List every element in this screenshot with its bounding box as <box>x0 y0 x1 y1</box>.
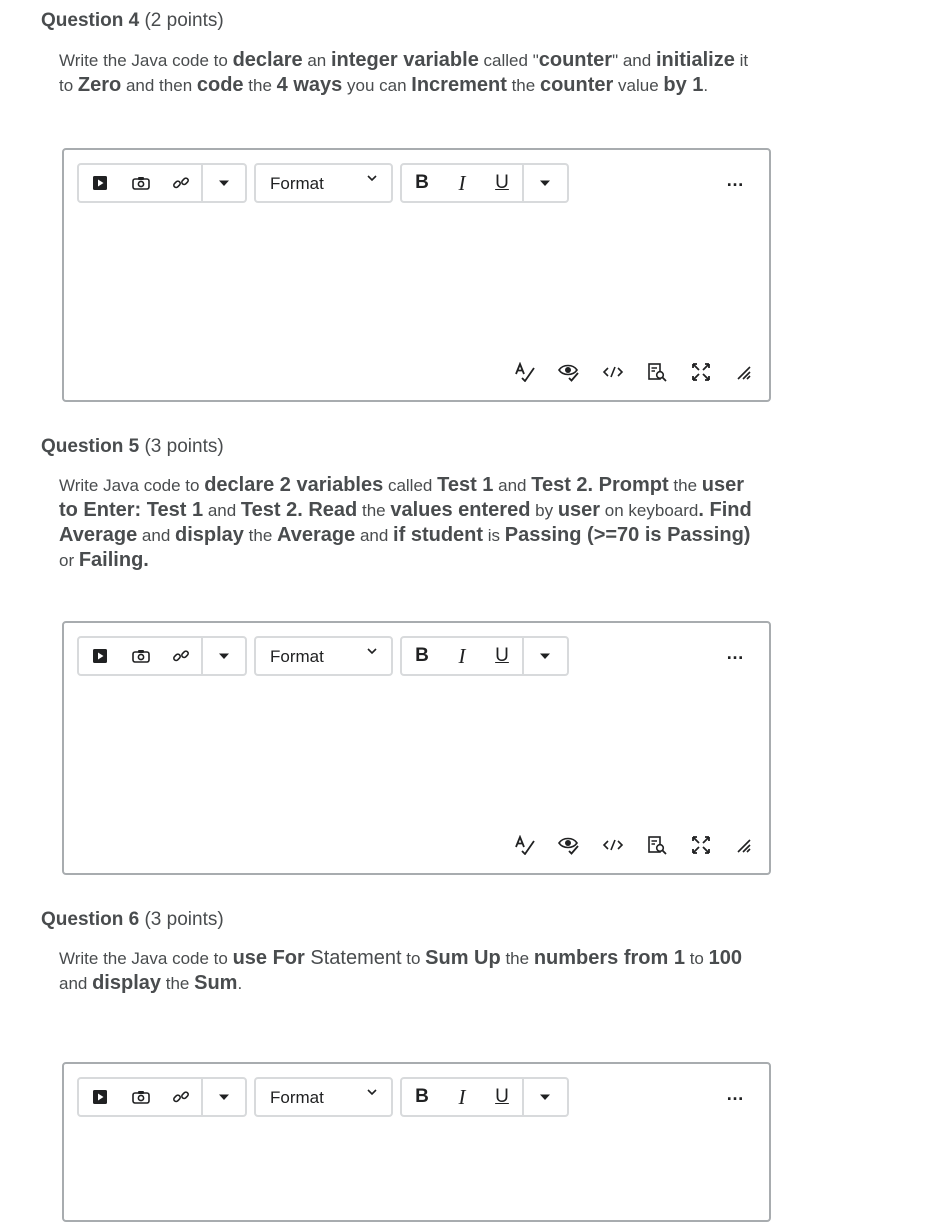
resize-handle[interactable] <box>731 833 755 857</box>
chevron-down-icon <box>367 647 377 655</box>
accessibility-checker-button[interactable] <box>557 833 581 857</box>
editor-statusbar <box>513 360 753 384</box>
insert-tools-group <box>77 163 247 203</box>
bold-icon: B <box>415 1086 429 1107</box>
prompt-bold-text: counter <box>538 49 613 71</box>
prompt-bold-text: counter <box>539 74 614 96</box>
chevron-down-icon <box>218 652 230 660</box>
prompt-text: Write the Java code to <box>59 51 233 70</box>
source-code-icon <box>602 365 624 379</box>
spellcheck-icon <box>514 835 536 855</box>
question-number: Question 6 <box>41 909 140 930</box>
answer-editor[interactable] <box>62 148 771 402</box>
insert-image-button[interactable] <box>121 638 161 674</box>
text-style-dropdown[interactable] <box>524 638 566 674</box>
prompt-bold-text: 100 <box>708 947 742 969</box>
prompt-bold-text: use For <box>232 947 305 969</box>
prompt-bold-text: Sum <box>194 972 238 994</box>
editor-statusbar <box>513 833 753 857</box>
spellcheck-icon <box>514 362 536 382</box>
prompt-text: . <box>237 974 243 993</box>
spellcheck-button[interactable] <box>513 833 537 857</box>
prompt-text: and <box>59 974 93 993</box>
prompt-bold-text: Test 1 <box>437 474 494 496</box>
link-icon <box>172 647 190 665</box>
question-title <box>41 436 224 458</box>
bold-icon: B <box>415 172 429 193</box>
bold-icon: B <box>415 645 429 666</box>
insert-tools-group <box>77 636 247 676</box>
source-code-button[interactable] <box>601 833 625 857</box>
more-actions-icon[interactable]: … <box>726 170 745 190</box>
underline-button[interactable] <box>482 165 522 201</box>
prompt-text: the <box>506 76 540 95</box>
question-points: (2 points) <box>144 10 224 31</box>
insert-video-button[interactable] <box>79 1079 121 1115</box>
video-icon <box>92 1089 108 1105</box>
prompt-bold-text: . Find Average <box>59 499 752 546</box>
prompt-bold-text: integer variable <box>330 49 479 71</box>
prompt-text: the <box>500 949 534 968</box>
prompt-text: it to <box>59 51 749 95</box>
insert-more-dropdown[interactable] <box>203 1079 245 1115</box>
prompt-bold-text: declare <box>232 49 303 71</box>
bold-button[interactable] <box>402 165 442 201</box>
fullscreen-button[interactable] <box>689 833 713 857</box>
fullscreen-button[interactable] <box>689 360 713 384</box>
text-style-group <box>400 636 569 676</box>
preview-icon <box>647 835 667 855</box>
prompt-text: the <box>161 974 195 993</box>
prompt-text: called <box>383 476 438 495</box>
format-select[interactable] <box>254 1077 393 1117</box>
image-icon <box>132 176 150 190</box>
chevron-down-icon <box>539 652 551 660</box>
prompt-bold-text: Increment <box>411 74 507 96</box>
italic-icon: I <box>458 643 466 668</box>
chevron-down-icon <box>218 179 230 187</box>
prompt-bold-text: Passing (>=70 is Passing) <box>504 524 751 546</box>
prompt-bold-text: 4 ways <box>276 74 343 96</box>
resize-handle-icon <box>734 836 752 854</box>
prompt-text: and then <box>121 76 197 95</box>
chevron-down-icon <box>367 174 377 182</box>
insert-video-button[interactable] <box>79 165 121 201</box>
prompt-text: the <box>243 526 278 545</box>
insert-link-button[interactable] <box>161 165 201 201</box>
preview-button[interactable] <box>645 833 669 857</box>
text-style-group <box>400 163 569 203</box>
prompt-bold-text: user to Enter: Test 1 <box>59 474 745 521</box>
prompt-bold-text: Failing. <box>78 549 149 571</box>
prompt-bold-text: initialize <box>655 49 735 71</box>
chevron-down-icon <box>539 1093 551 1101</box>
bold-button[interactable] <box>402 638 442 674</box>
question-title <box>41 909 224 931</box>
prompt-bold-text: Sum Up <box>425 947 501 969</box>
text-style-group <box>400 1077 569 1117</box>
prompt-text: and <box>493 476 532 495</box>
source-code-icon <box>602 838 624 852</box>
text-style-dropdown[interactable] <box>524 1079 566 1115</box>
accessibility-checker-icon <box>558 835 580 855</box>
prompt-text: by <box>530 501 558 520</box>
image-icon <box>132 1090 150 1104</box>
prompt-text: Write the Java code to <box>59 949 233 968</box>
question-number: Question 4 <box>41 10 140 31</box>
italic-button[interactable] <box>442 638 482 674</box>
prompt-text: or <box>59 551 79 570</box>
prompt-text: on keyboard <box>600 501 699 520</box>
question-prompt <box>59 946 759 996</box>
prompt-bold-text: values entered <box>390 499 531 521</box>
prompt-text: called " <box>478 51 539 70</box>
prompt-bold-text: display <box>92 972 162 994</box>
question-number: Question 5 <box>41 436 140 457</box>
prompt-text: you can <box>342 76 412 95</box>
link-icon <box>172 1088 190 1106</box>
more-actions-icon[interactable]: … <box>726 1084 745 1104</box>
chevron-down-icon <box>218 1093 230 1101</box>
prompt-bold-text: if student <box>393 524 484 546</box>
prompt-text: an <box>302 51 331 70</box>
format-select[interactable] <box>254 636 393 676</box>
insert-video-button[interactable] <box>79 638 121 674</box>
underline-icon: U <box>495 1086 509 1107</box>
underline-button[interactable] <box>482 638 522 674</box>
prompt-bold-text: by 1 <box>663 74 704 96</box>
question-points: (3 points) <box>144 909 224 930</box>
prompt-text: is <box>483 526 505 545</box>
more-actions-icon[interactable]: … <box>726 643 745 663</box>
prompt-text: Write Java code to <box>59 476 205 495</box>
prompt-bold-text: code <box>196 74 244 96</box>
prompt-text: . <box>703 76 709 95</box>
chevron-down-icon <box>539 179 551 187</box>
format-select[interactable] <box>254 163 393 203</box>
format-select-label: Format <box>270 174 324 193</box>
underline-icon: U <box>495 645 509 666</box>
accessibility-checker-button[interactable] <box>557 360 581 384</box>
image-icon <box>132 649 150 663</box>
preview-button[interactable] <box>645 360 669 384</box>
prompt-text: the <box>243 76 277 95</box>
bold-button[interactable] <box>402 1079 442 1115</box>
prompt-bold-text: user <box>557 499 601 521</box>
italic-icon: I <box>458 1084 466 1109</box>
prompt-bold-text: Test 2. Prompt <box>531 474 669 496</box>
answer-editor[interactable] <box>62 1062 771 1222</box>
insert-link-button[interactable] <box>161 1079 201 1115</box>
prompt-text: Statement <box>304 947 402 969</box>
prompt-bold-text: Test 2. Read <box>240 499 358 521</box>
format-select-label: Format <box>270 1088 324 1107</box>
insert-image-button[interactable] <box>121 1079 161 1115</box>
video-icon <box>92 175 108 191</box>
prompt-text: to <box>401 949 426 968</box>
prompt-bold-text: display <box>175 524 244 546</box>
chevron-down-icon <box>367 1088 377 1096</box>
insert-link-button[interactable] <box>161 638 201 674</box>
answer-editor[interactable] <box>62 621 771 875</box>
prompt-bold-text: numbers from 1 <box>533 947 685 969</box>
insert-more-dropdown[interactable] <box>203 638 245 674</box>
prompt-text: the <box>357 501 391 520</box>
prompt-text: to <box>684 949 709 968</box>
prompt-text: value <box>613 76 664 95</box>
underline-button[interactable] <box>482 1079 522 1115</box>
question-title <box>41 10 224 32</box>
insert-more-dropdown[interactable] <box>203 165 245 201</box>
italic-button[interactable] <box>442 165 482 201</box>
prompt-text: the <box>668 476 702 495</box>
resize-handle-icon <box>734 363 752 381</box>
link-icon <box>172 174 190 192</box>
resize-handle[interactable] <box>731 360 755 384</box>
prompt-bold-text: declare 2 variables <box>204 474 384 496</box>
preview-icon <box>647 362 667 382</box>
prompt-bold-text: Average <box>277 524 356 546</box>
insert-image-button[interactable] <box>121 165 161 201</box>
text-style-dropdown[interactable] <box>524 165 566 201</box>
video-icon <box>92 648 108 664</box>
prompt-text: and <box>355 526 394 545</box>
italic-icon: I <box>458 170 466 195</box>
underline-icon: U <box>495 172 509 193</box>
question-prompt <box>59 473 759 573</box>
format-select-label: Format <box>270 647 324 666</box>
question-points: (3 points) <box>144 436 224 457</box>
prompt-text: and <box>203 501 241 520</box>
prompt-text: and <box>137 526 176 545</box>
question-prompt <box>59 48 759 98</box>
fullscreen-icon <box>691 362 711 382</box>
prompt-text: " and <box>612 51 656 70</box>
spellcheck-button[interactable] <box>513 360 537 384</box>
italic-button[interactable] <box>442 1079 482 1115</box>
insert-tools-group <box>77 1077 247 1117</box>
prompt-bold-text: Zero <box>77 74 122 96</box>
accessibility-checker-icon <box>558 362 580 382</box>
source-code-button[interactable] <box>601 360 625 384</box>
fullscreen-icon <box>691 835 711 855</box>
